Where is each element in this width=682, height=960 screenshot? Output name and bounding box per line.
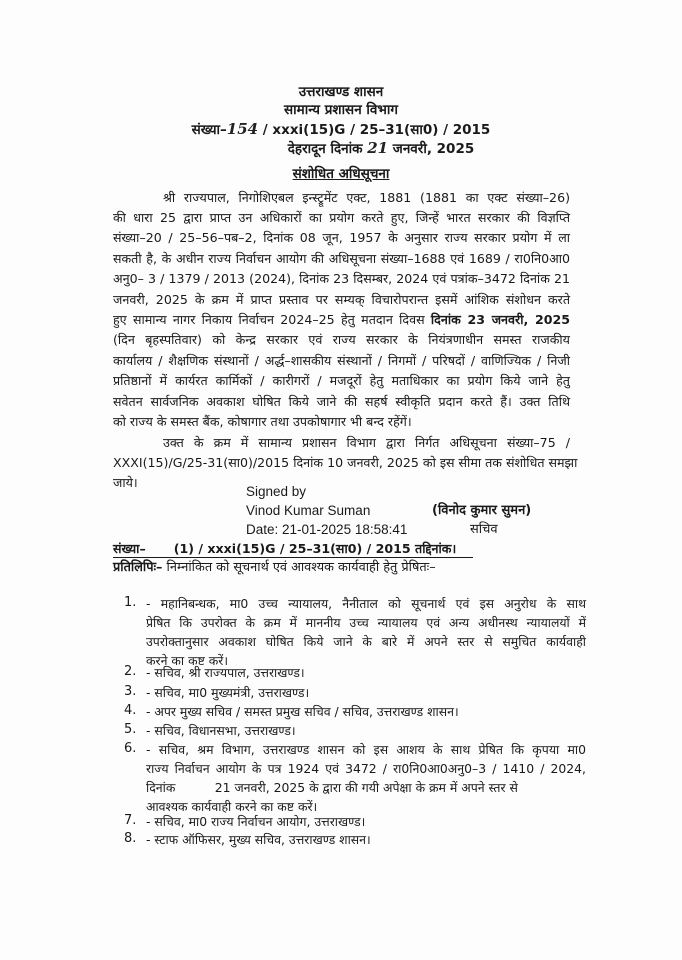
para1-line: संख्या–20 / 25–56–पब–2, दिनांक 08 जून, 1957 के अनुसार राज्य सरकार प्रयोग में ला	[113, 230, 570, 245]
government-heading: उत्तराखण्ड शासन	[298, 84, 384, 100]
list-item: - सचिव, श्रम विभाग, उत्तराखण्ड शासन को इस आशय के साथ प्रेषित कि कृपया मा0	[146, 742, 586, 757]
signer-name-hindi: (विनोद कुमार सुमन)	[432, 503, 532, 518]
copy-label: प्रतिलिपिः–	[113, 560, 163, 575]
handwritten-number: 154	[226, 120, 259, 138]
polling-date: दिनांक 23 जनवरी, 2025	[430, 312, 570, 327]
list-number: 1.	[124, 595, 137, 610]
handwritten-date: 21	[367, 139, 389, 157]
para1-line: प्रतिष्ठानों में कार्यरत कार्मिकों / कारीगरों / मजदूरों हेतु मताधिकार का प्रयोग किये जाने हेतु	[113, 373, 570, 388]
place-date: देहरादून दिनांक 21 जनवरी, 2025	[287, 139, 475, 157]
signer-name: Vinod Kumar Suman	[246, 503, 371, 518]
list-item: - अपर मुख्य सचिव / समस्त प्रमुख सचिव / सचिव, उत्तराखण्ड शासन।	[146, 704, 459, 719]
list-number: 5.	[124, 722, 137, 737]
list-number: 3.	[124, 684, 137, 699]
list-item: - स्टाफ ऑफिसर, मुख्य सचिव, उत्तराखण्ड शासन।	[146, 832, 371, 847]
list-item: - सचिव, मा0 मुख्यमंत्री, उत्तराखण्ड।	[146, 685, 310, 700]
list-item: - सचिव, विधानसभा, उत्तराखण्ड।	[146, 723, 296, 738]
para2-line: उक्त के क्रम में सामान्य प्रशासन विभाग द्वारा निर्गत अधिसूचना संख्या–75 /	[163, 435, 570, 450]
signer-designation: सचिव	[470, 522, 498, 537]
para2-line: जाये।	[113, 475, 138, 490]
endorsement-reference: संख्या– (1) / xxxi(15)G / 25–31(सा0) / 2015 तद्दिनांक।	[113, 541, 473, 558]
para1-line: श्री राज्यपाल, निगोशिएबल इन्स्ट्रूमेंट एक्ट, 1881 (1881 का एक्ट संख्या–26)	[163, 190, 570, 205]
para1-line: जनवरी, 2025 के क्रम में प्राप्त प्रस्ताव पर सम्यक् विचारोपरान्त इसमें आंशिक संशोधन करते	[113, 292, 570, 307]
para1-line: सकती है, के अधीन राज्य निर्वाचन आयोग की अधिसूचना संख्या–1688 एवं 1689 / रा0नि0आ0	[113, 251, 570, 266]
list-item: - महानिबन्धक, मा0 उच्च न्यायालय, नैनीताल को सूचनार्थ एवं इस अनुरोध के साथ	[146, 596, 586, 611]
list-item: प्रेषित कि उपरोक्त के क्रम में माननीय उच्च न्यायालय एवं अन्य अधीनस्थ न्यायालयों में	[146, 615, 586, 630]
list-item: - सचिव, श्री राज्यपाल, उत्तराखण्ड।	[146, 665, 305, 680]
para1-line: अनु0– 3 / 1379 / 2013 (2024), दिनांक 23 दिसम्बर, 2024 एवं पत्रांक–3472 दिनांक 21	[113, 271, 570, 286]
para1-line: को राज्य के समस्त बैंक, कोषागार तथा उपकोषागार भी बन्द रहेंगें।	[113, 414, 412, 429]
list-item: राज्य निर्वाचन आयोग के पत्र 1924 एवं 3472 / रा0नि0आ0अनु0–3 / 1410 / 2024,	[146, 761, 586, 776]
copy-to-line: प्रतिलिपिः– निम्नांकित को सूचनार्थ एवं आवश्यक कार्यवाही हेतु प्रेषितः–	[113, 560, 436, 575]
list-item: - सचिव, मा0 राज्य निर्वाचन आयोग, उत्तराखण्ड।	[146, 814, 366, 829]
para2-line: XXXI(15)/G/25-31(सा0)/2015 दिनांक 10 जनवरी, 2025 को इस सीमा तक संशोधित समझा	[113, 455, 578, 470]
list-number: 2.	[124, 664, 137, 679]
list-item: करने का कष्ट करें।	[146, 653, 229, 668]
para1-line: सवेतन सार्वजनिक अवकाश घोषित किये जाने की सहर्ष स्वीकृति प्रदान करते हैं। उक्त तिथि	[113, 394, 570, 409]
list-item: आवश्यक कार्यवाही करने का कष्ट करें।	[146, 799, 318, 814]
list-item: दिनांक 21 जनवरी, 2025 के द्वारा की गयी अपेक्षा के क्रम में अपने स्तर से	[146, 780, 518, 795]
para1-line: हुए सामान्य नागर निकाय निर्वाचन 2024–25 हेतु मतदान दिवस दिनांक 23 जनवरी, 2025	[113, 312, 570, 327]
list-number: 7.	[124, 813, 137, 828]
para1-line: कार्यालय / शैक्षणिक संस्थानों / अर्द्ध–शासकीय संस्थानों / निगमों / परिषदों / वाणिज्यिक / निजी	[113, 353, 570, 368]
list-number: 4.	[124, 703, 137, 718]
list-number: 8.	[124, 831, 137, 846]
list-number: 6.	[124, 741, 137, 756]
document-title: संशोधित अधिसूचना	[292, 166, 390, 182]
para1-line: की धारा 25 द्वारा प्राप्त उन अधिकारों का प्रयोग करते हुए, जिन्हें भारत सरकार की विज्ञप्ति	[113, 210, 570, 225]
list-item: उपरोक्तानुसार अवकाश घोषित किये जाने के बारे में अपने स्तर से समुचित कार्यवाही	[146, 634, 586, 649]
signed-by-label: Signed by	[246, 484, 307, 499]
reference-number: संख्या–154 / xxxi(15)G / 25–31(सा0) / 2015	[191, 120, 491, 138]
department-heading: सामान्य प्रशासन विभाग	[284, 102, 398, 118]
signature-date: Date: 21-01-2025 18:58:41	[246, 522, 408, 537]
para1-line: (दिन बृहस्पतिवार) को केन्द्र सरकार एवं राज्य सरकार के नियंत्रणाधीन समस्त राजकीय	[113, 332, 570, 347]
